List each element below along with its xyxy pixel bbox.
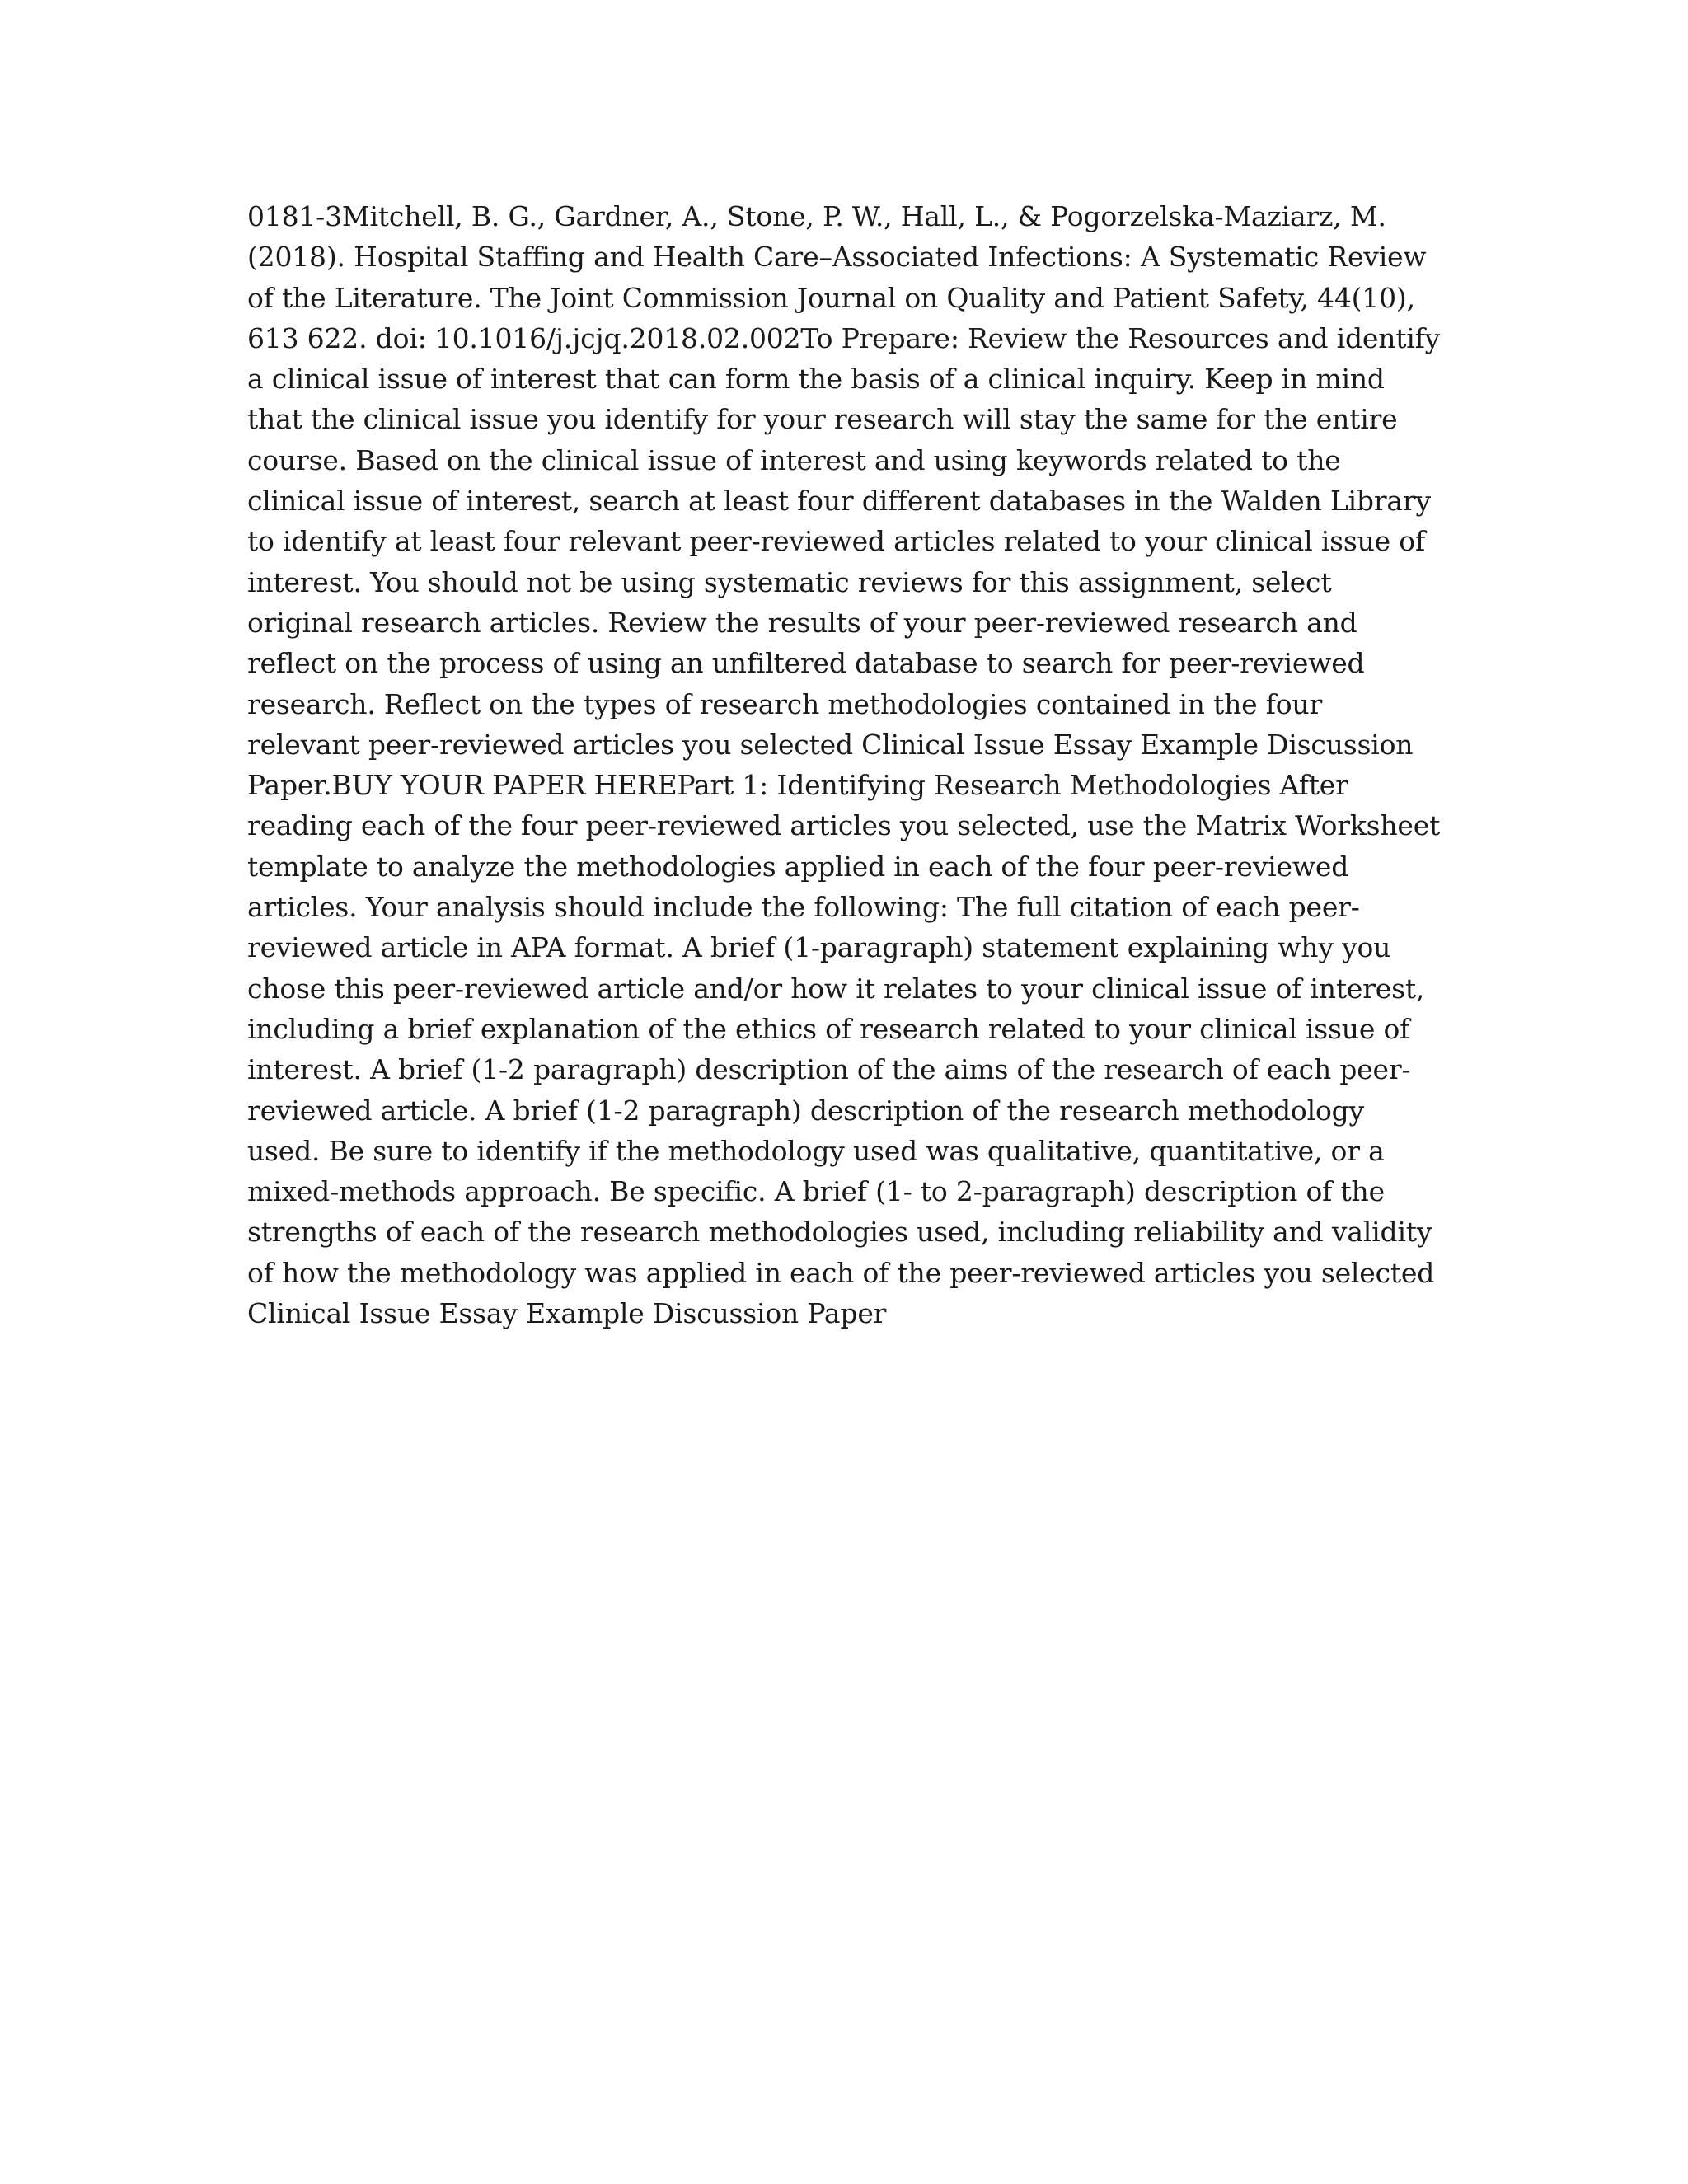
body-paragraph: 0181-3Mitchell, B. G., Gardner, A., Stone, P. W., Hall, L., & Pogorzelska-Maziarz, M. (2018). Hospital Staffing and Health Care–Associated Infections: A Systematic Review of the Literature. The Joint Commission Journal on Quality and Patient Safety, 44(10), 613 622. doi: 10.1016/j.jcjq.2018.02.002To Prepare: Review the Resources and identify a clinical issue of interest that can form the basis of a clinical inquiry. Keep in mind that the clinical issue you identify for your research will stay the same for the entire course. Based on the clinical issue of interest and using keywords related to the clinical issue of interest, search at least four different databases in the Walden Library to identify at least four relevant peer-reviewed articles related to your clinical issue of interest. You should not be using systematic reviews for this assignment, select original research articles. Review the results of your peer-reviewed research and reflect on the process of using an unfiltered database to search for peer-reviewed research. Reflect on the types of research methodologies contained in the four relevant peer-reviewed articles you selected Clinical Issue Essay Example Discussion Paper.BUY YOUR PAPER HEREPart 1: Identifying Research Methodologies After reading each of the four peer-reviewed articles you selected, use the Matrix Worksheet template to analyze the methodologies applied in each of the four peer-reviewed articles. Your analysis should include the following: The full citation of each peer-reviewed article in APA format. A brief (1-paragraph) statement explaining why you chose this peer-reviewed article and/or how it relates to your clinical issue of interest, including a brief explanation of the ethics of research related to your clinical issue of interest. A brief (1-2 paragraph) description of the aims of the research of each peer-reviewed article. A brief (1-2 paragraph) description of the research methodology used. Be sure to identify if the methodology used was qualitative, quantitative, or a mixed-methods approach. Be specific. A brief (1- to 2-paragraph) description of the strengths of each of the research methodologies used, including reliability and validity of how the methodology was applied in each of the peer-reviewed articles you selected Clinical Issue Essay Example Discussion Paper (247, 200, 1441, 1330)
